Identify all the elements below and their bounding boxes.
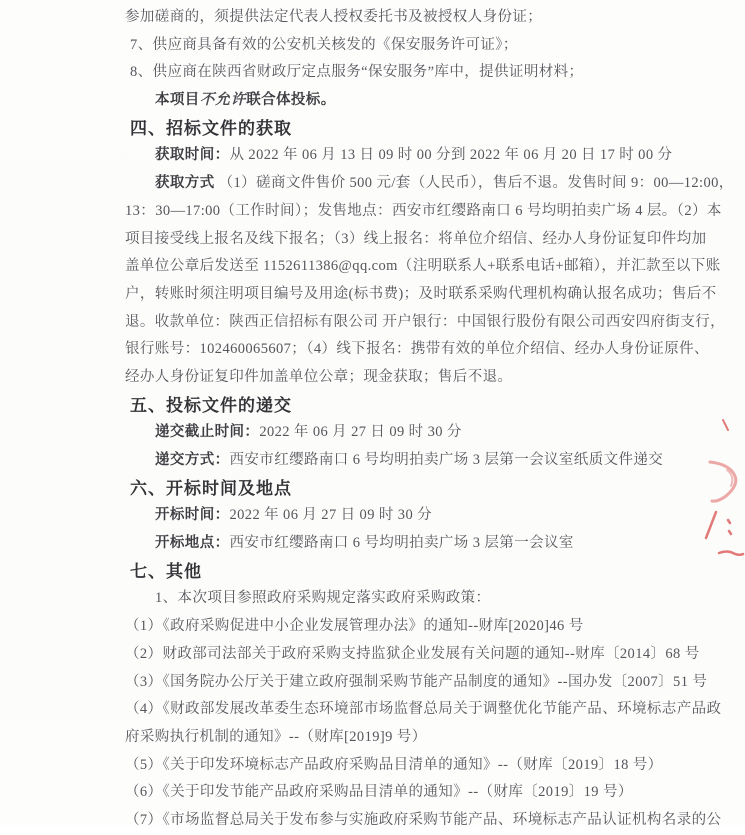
text-segment: 五、投标文件的递交 [130, 395, 292, 415]
doc-line [125, 530, 659, 558]
doc-line [125, 724, 659, 752]
doc-line [125, 807, 722, 835]
text-segment: 西安市红缨路南口 6 号均明拍卖广场 3 层第一会议室纸质文件递交 [229, 452, 664, 468]
doc-line [125, 170, 734, 198]
doc-line [125, 142, 673, 170]
doc-line [125, 198, 722, 226]
text-segment: 2022 年 06 月 27 日 09 时 30 分 [229, 507, 433, 524]
text-segment: 经办人身份证复印件加盖单位公章；现金获取；售后不退。 [125, 368, 513, 385]
section-heading [125, 558, 659, 586]
doc-line [125, 779, 659, 807]
text-segment: 7、供应商具备有效的公安机关核发的《保安服务许可证》； [130, 36, 518, 53]
text-segment: 项目接受线上报名及线下报名；（3）线上报名：将单位介绍信、经办人身份证复印件均加 [125, 230, 707, 247]
text-segment: 递交方式： [155, 452, 230, 468]
text-segment: （2）财政部司法部关于政府采购支持监狱企业发展有关问题的通知--财库〔2014〕68 号 [125, 645, 700, 662]
text-segment: 六、开标时间及地点 [130, 478, 292, 498]
doc-line [125, 613, 659, 641]
text-segment: 府采购执行机制的通知》--（财库[2019]9 号） [125, 728, 427, 745]
text-segment: 西安市红缨路南口 6 号均明拍卖广场 3 层第一会议室 [229, 535, 574, 552]
text-segment: （7）《市场监督总局关于发布参与实施政府采购节能产品、环境标志产品认证机构名录的公 [125, 811, 722, 828]
text-segment: 联合体投标。 [246, 92, 336, 109]
text-segment: 参加磋商的，须提供法定代表人授权委托书及被授权人身份证； [125, 9, 543, 25]
text-segment: 获取方式 [155, 175, 215, 192]
doc-line [125, 447, 664, 475]
doc-line [125, 364, 659, 392]
doc-line [125, 309, 726, 337]
doc-line [125, 87, 659, 115]
text-segment: 获取时间： [155, 147, 230, 164]
text-segment: 2022 年 06 月 27 日 09 时 30 分 [259, 424, 462, 441]
text-segment: 开标地点： [155, 535, 230, 552]
doc-line [125, 336, 709, 364]
text-segment: 1、本次项目参照政府采购规定落实政府采购政策： [155, 590, 491, 607]
section-heading [125, 392, 659, 420]
text-segment: 开标时间： [155, 507, 230, 524]
text-segment: （4）《财政部发展改革委生态环境部市场监督总局关于调整优化节能产品、环境标志产品政 [125, 701, 722, 718]
text-segment: 户，转账时须注明项目编号及用途(标书费)；及时联系采购代理机构确认报名成功；售后不 [125, 285, 717, 302]
text-segment: 13：30—17:00（工作时间）；发售地点：西安市红缨路南口 6 号均明拍卖广场 4 层。（2）本 [125, 202, 722, 219]
text-segment: 递交截止时间： [155, 424, 260, 441]
doc-line [125, 502, 659, 530]
text-segment: 本项目 [155, 92, 200, 109]
text-segment: 银行账号：102460065607；（4）线下报名：携带有效的单位介绍信、经办人身份证原件、 [125, 341, 709, 358]
text-segment: （6）《关于印发节能产品政府采购品目清单的通知》--（财库〔2019〕19 号） [125, 784, 633, 801]
doc-line [125, 32, 659, 60]
doc-line [125, 669, 708, 697]
doc-line [125, 752, 663, 780]
text-segment: （3）《国务院办公厅关于建立政府强制采购节能产品制度的通知》--国办发〔2007〕51 号 [125, 673, 708, 690]
doc-line [125, 226, 707, 254]
text-segment: 四、招标文件的获取 [130, 118, 292, 138]
document-text-block [125, 4, 734, 835]
doc-line [125, 59, 659, 87]
doc-line [125, 641, 700, 669]
section-heading [125, 475, 659, 503]
doc-line [125, 253, 721, 281]
text-segment: （1）磋商文件售价 500 元/套（人民币），售后不退。发售时间 9：00—12:00， [214, 175, 734, 192]
doc-line [125, 4, 659, 32]
text-segment: （5）《关于印发环境标志产品政府采购品目清单的通知》--（财库〔2019〕18 号） [125, 756, 663, 773]
text-segment: 退。收款单位：陕西正信招标有限公司 开户银行：中国银行股份有限公司西安四府街支行， [125, 313, 726, 330]
text-segment: 不允许 [199, 92, 247, 109]
section-heading [125, 115, 659, 143]
text-segment: 七、其他 [130, 561, 202, 581]
text-segment: 8、供应商在陕西省财政厅定点服务“保安服务”库中，提供证明材料； [130, 64, 584, 81]
doc-line [125, 419, 659, 447]
doc-line [125, 585, 659, 613]
doc-line [125, 281, 717, 309]
text-segment: （1）《政府采购促进中小企业发展管理办法》的通知--财库[2020]46 号 [125, 618, 584, 635]
doc-line [125, 696, 722, 724]
text-segment: 从 2022 年 06 月 13 日 09 时 00 分到 2022 年 06 月 20 日 17 时 00 分 [229, 147, 673, 164]
text-segment: 盖单位公章后发送至 1152611386@qq.com（注明联系人+联系电话+邮箱），并汇款至以下账 [125, 258, 721, 275]
